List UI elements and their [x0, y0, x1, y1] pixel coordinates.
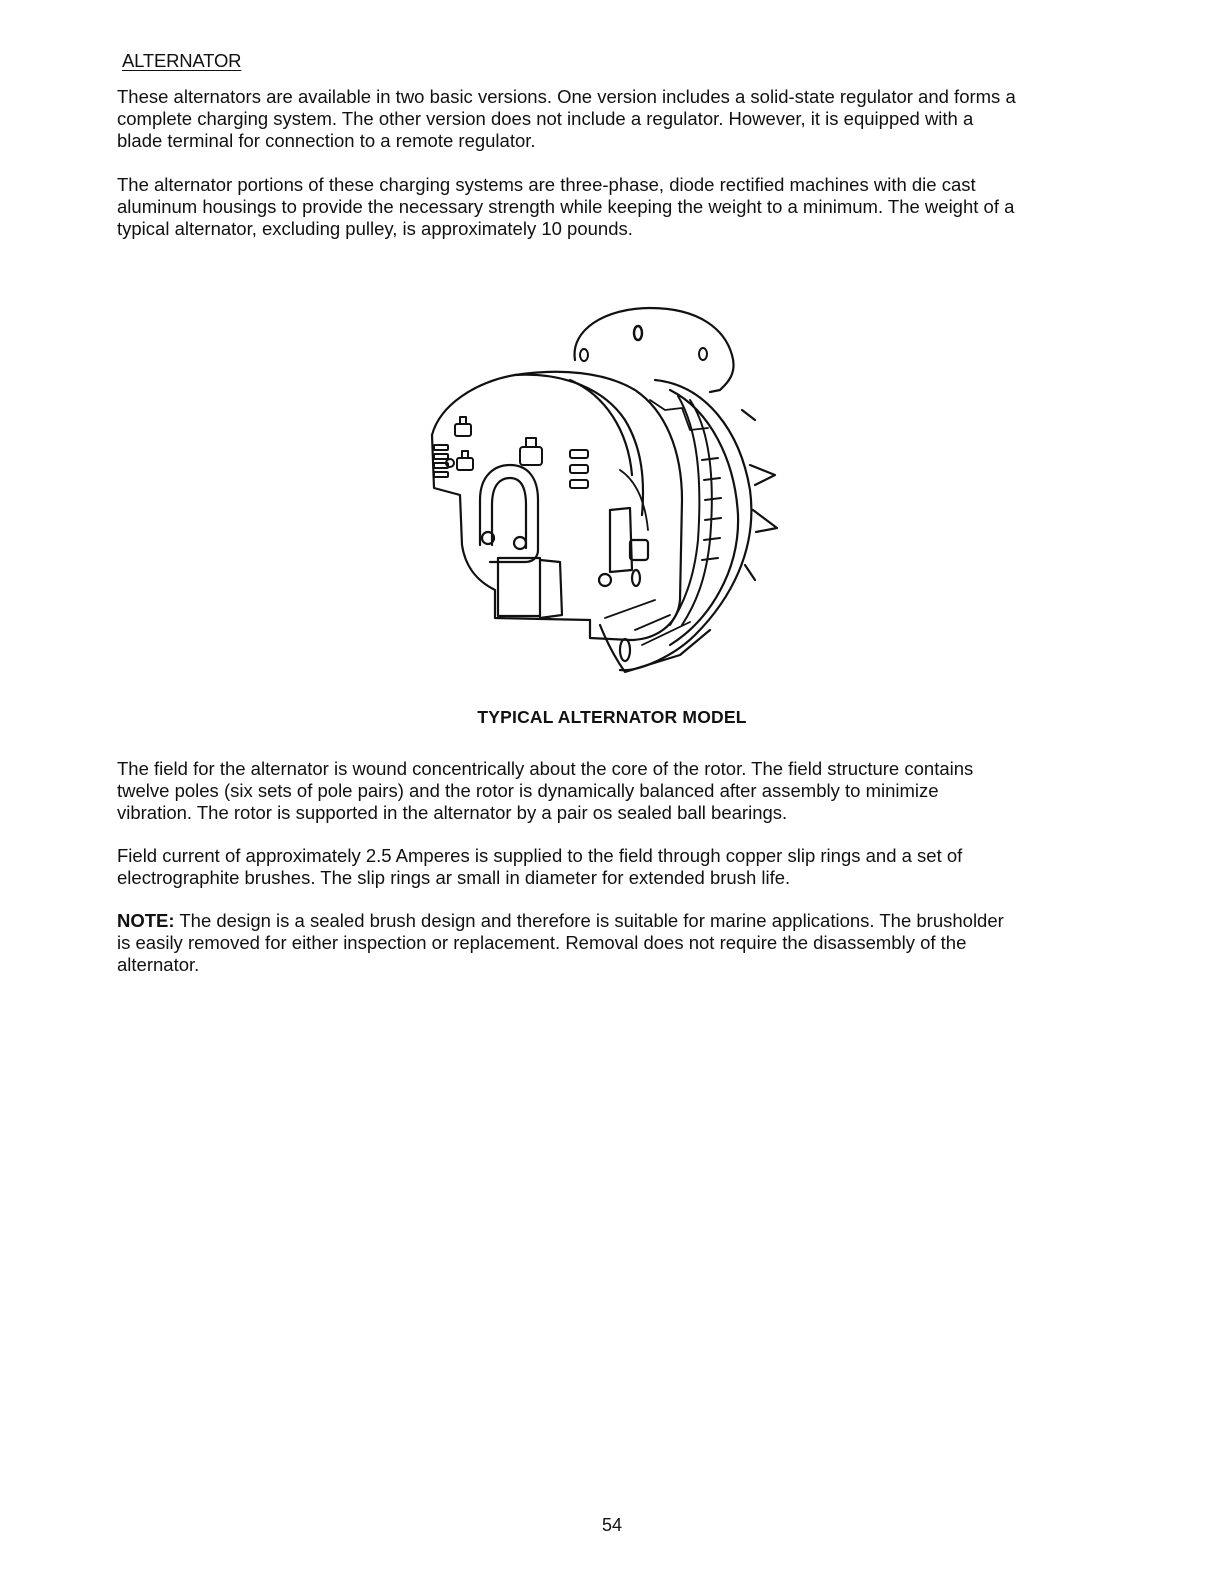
lower-mount — [600, 625, 710, 672]
mounting-ear — [575, 308, 734, 392]
alternator-illustration — [420, 300, 790, 680]
figure-caption: TYPICAL ALTERNATOR MODEL — [477, 707, 747, 727]
regulator-cover — [480, 465, 538, 562]
rectifier-box — [498, 558, 540, 616]
paragraph-note — [117, 910, 1017, 976]
paragraph-field-current: Field current of approximately 2.5 Amperes is supplied to the field through copper slip rings and a set of electrographite brushes. The slip rings ar small in diameter for extended brush life. — [117, 845, 963, 888]
note-label: NOTE: — [117, 910, 175, 931]
paragraph-field: The field for the alternator is wound concentrically about the core of the rotor. The field structure contains twelve poles (six sets of pole pairs) and the rotor is dynamically balanced after assembly to minimize vibration. The rotor is supported in the alternator by a pair os sealed ball bearings. — [117, 758, 974, 823]
page-number: 54 — [601, 1515, 623, 1535]
paragraph-versions: These alternators are available in two basic versions. One version includes a solid-state regulator and forms a complete charging system. The other version does not include a regulator. However, it is equipped with a blade terminal for connection to a remote regulator. — [117, 86, 1016, 151]
paragraph-construction: The alternator portions of these charging systems are three-phase, diode rectified machines with die cast aluminum housings to provide the necessary strength while keeping the weight to a minimum. The weight of a typical alternator, excluding pulley, is approximately 10 pounds. — [117, 174, 1015, 239]
terminal-studs — [446, 417, 542, 470]
front-housing — [620, 380, 751, 670]
section-heading: ALTERNATOR — [122, 50, 242, 71]
fan-blades — [742, 410, 777, 580]
note-text: The design is a sealed brush design and therefore is suitable for marine applications. The brusholder is easily removed for either inspection or replacement. Removal does not require the disassembly of the alternator. — [117, 910, 1004, 975]
